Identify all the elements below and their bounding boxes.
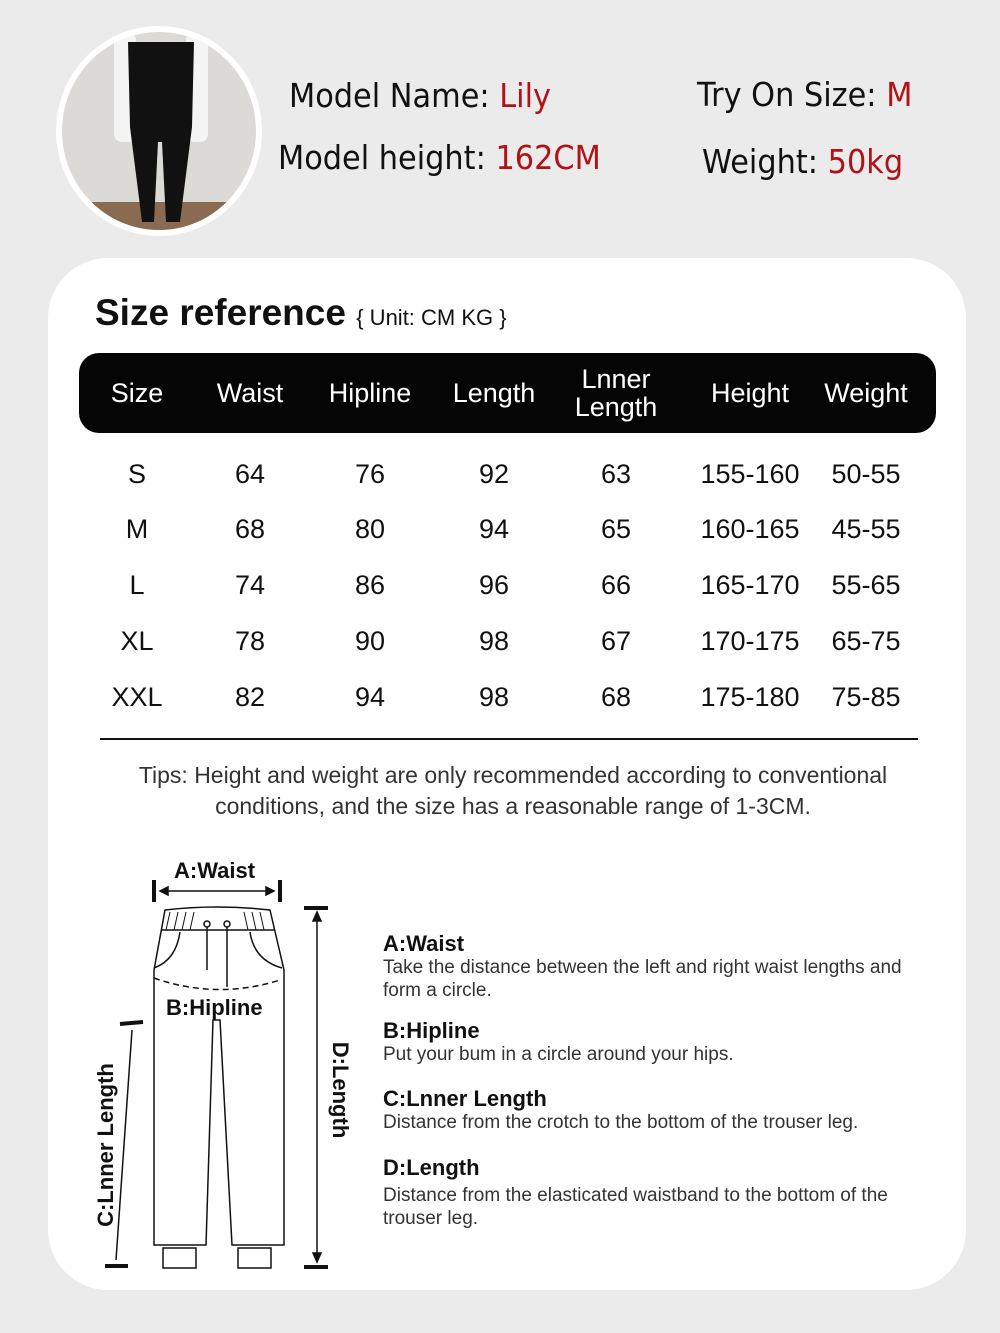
table-cell: 67 (600, 626, 632, 656)
table-cell: 66 (600, 570, 632, 600)
model-name-value: Lily (499, 76, 552, 115)
desc-title: A:Waist (383, 931, 465, 956)
desc-waist (383, 932, 943, 1002)
model-height-value: 162CM (495, 138, 601, 177)
model-weight-value: 50kg (827, 142, 904, 181)
divider (100, 738, 918, 740)
table-cell: 170-175 (700, 626, 800, 656)
table-cell: 68 (234, 514, 266, 544)
try-on-size-label: Try On Size: (697, 75, 877, 114)
model-weight (702, 142, 903, 181)
table-cell: S (127, 459, 147, 489)
length-arrow (304, 908, 328, 1267)
table-cell: 64 (234, 459, 266, 489)
table-cell: 160-165 (700, 514, 800, 544)
table-cell: 78 (234, 626, 266, 656)
header-cell: Weight (824, 378, 908, 408)
table-cell: 96 (478, 570, 510, 600)
table-cell: L (129, 570, 145, 600)
header-cell: Hipline (328, 378, 412, 408)
table-cell: 94 (354, 682, 386, 712)
try-on-size-value: M (886, 75, 913, 114)
length-label: D:Length (328, 1041, 353, 1139)
table-cell: 76 (354, 459, 386, 489)
table-cell: XXL (111, 682, 163, 712)
header-cell: Size (110, 378, 164, 408)
table-cell: 80 (354, 514, 386, 544)
model-name (289, 76, 551, 115)
pants-outline (154, 907, 284, 1245)
header-cell: Length (452, 378, 536, 408)
table-cell: 90 (354, 626, 386, 656)
title-text: Size reference (95, 292, 346, 333)
table-cell: 175-180 (700, 682, 800, 712)
desc-text: Put your bum in a circle around your hips. (383, 1044, 734, 1065)
inner-length-label: C:Lnner Length (93, 1063, 118, 1227)
model-name-label: Model Name: (289, 76, 490, 115)
table-cell: 75-85 (831, 682, 901, 712)
table-cell: 50-55 (831, 459, 901, 489)
unit-label: { Unit: CM KG } (356, 305, 507, 330)
table-cell: 74 (234, 570, 266, 600)
desc-text: Take the distance between the left and right waist lengths and form a circle. (383, 957, 902, 1001)
table-cell: XL (120, 626, 154, 656)
pants-diagram (80, 850, 360, 1280)
desc-inner-length (383, 1087, 943, 1134)
table-cell: 63 (600, 459, 632, 489)
model-photo (56, 26, 262, 236)
table-cell: 155-160 (700, 459, 800, 489)
table-cell: 65 (600, 514, 632, 544)
table-cell: 165-170 (700, 570, 800, 600)
table-cell: M (125, 514, 149, 544)
table-cell: 98 (478, 682, 510, 712)
tips-text: Tips: Height and weight are only recommended according to conventional conditions, and the size has a reasonable range of 1-3CM. (138, 762, 888, 819)
table-cell: 45-55 (831, 514, 901, 544)
model-legs-image (62, 32, 256, 230)
desc-text: Distance from the crotch to the bottom of the trouser leg. (383, 1112, 859, 1133)
table-cell: 98 (478, 626, 510, 656)
header-cell: Lnner Length (574, 364, 658, 422)
table-cell: 94 (478, 514, 510, 544)
desc-title: C:Lnner Length (383, 1086, 547, 1111)
header-cell: Waist (216, 378, 284, 408)
waist-label: A:Waist (174, 858, 256, 883)
table-cell: 68 (600, 682, 632, 712)
table-cell: 86 (354, 570, 386, 600)
model-weight-label: Weight: (702, 142, 819, 181)
desc-length (383, 1156, 943, 1230)
desc-title: B:Hipline (383, 1018, 480, 1043)
desc-title: D:Length (383, 1155, 480, 1180)
size-reference-title (95, 292, 507, 334)
table-cell: 82 (234, 682, 266, 712)
table-cell: 55-65 (831, 570, 901, 600)
table-cell: 92 (478, 459, 510, 489)
try-on-size (697, 75, 912, 114)
desc-hipline (383, 1019, 943, 1066)
hipline-label: B:Hipline (166, 995, 263, 1020)
header-cell: Height (710, 378, 790, 408)
desc-text: Distance from the elasticated waistband to the bottom of the trouser leg. (383, 1185, 888, 1229)
table-cell: 65-75 (831, 626, 901, 656)
model-height-label: Model height: (278, 138, 486, 177)
model-height (278, 138, 601, 177)
